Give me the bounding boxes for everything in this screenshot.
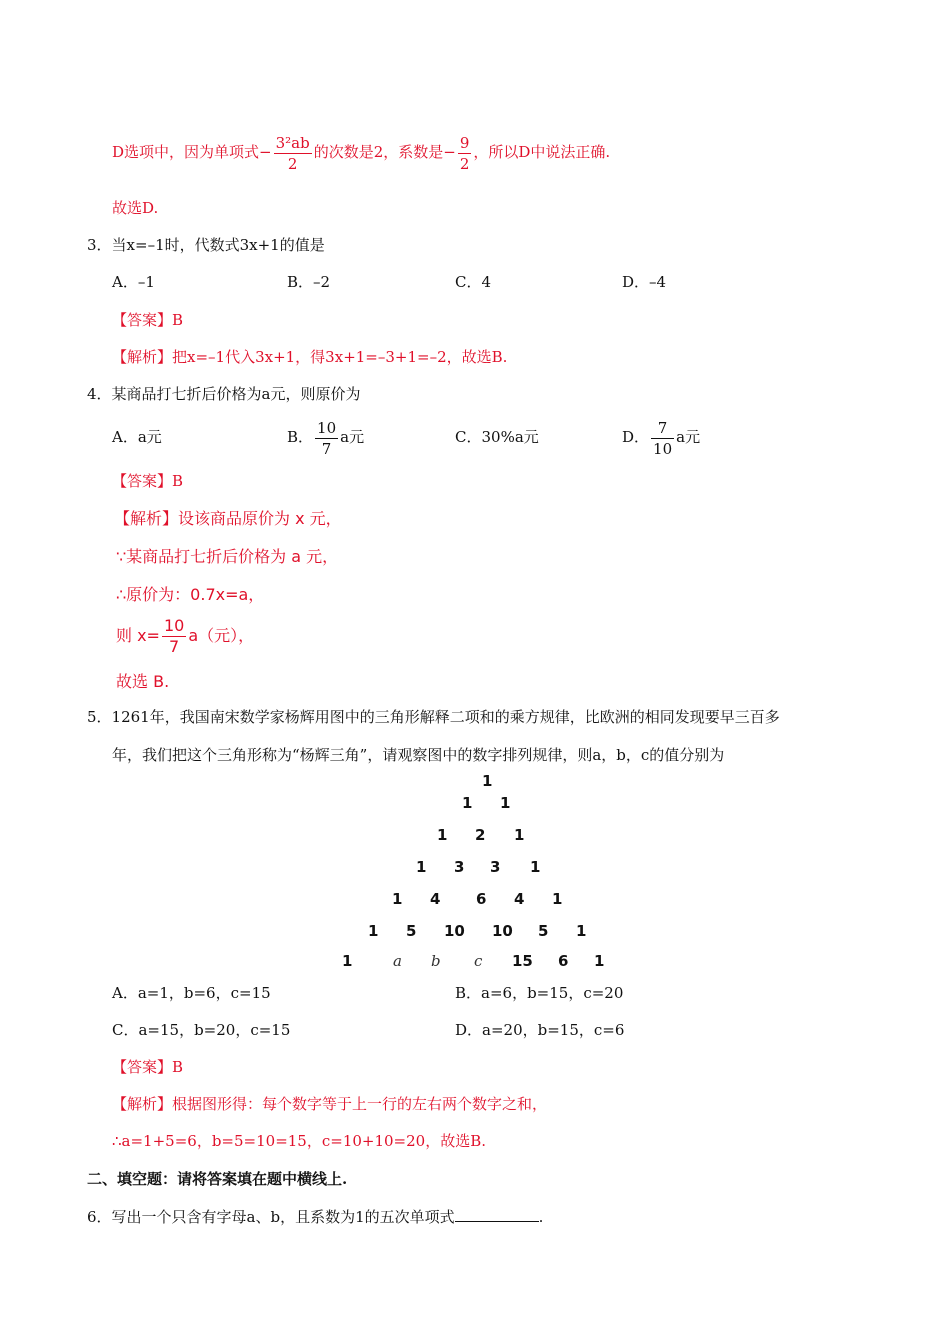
triangle-number: 1 [368, 922, 379, 940]
q5-option-c: C．a=15，b=20，c=15 [112, 1021, 291, 1039]
q5-option-a: A．a=1，b=6，c=15 [112, 984, 271, 1002]
section-heading-fill-in: 二、填空题：请将答案填在题中横线上. [87, 1170, 348, 1188]
option-tail: a元 [676, 428, 701, 446]
q5-option-b: B．a=6，b=15，c=20 [455, 984, 624, 1002]
triangle-number: 1 [514, 826, 525, 844]
triangle-number: 3 [490, 858, 501, 876]
triangle-number: 1 [392, 890, 403, 908]
triangle-number: 1 [462, 794, 473, 812]
fraction-denominator: 7 [321, 439, 332, 458]
fraction-numerator: 10 [317, 418, 337, 437]
q2-d-text-c: ，所以D中说法正确. [473, 143, 611, 161]
q3-option-b: B．–2 [287, 273, 331, 291]
triangle-unknown-c: c [474, 952, 483, 970]
answer-blank[interactable] [455, 1207, 539, 1222]
q2-d-text-a: D选项中，因为单项式 [112, 143, 260, 161]
triangle-number: 10 [444, 922, 465, 940]
fraction-denominator: 2 [287, 154, 298, 173]
q3-option-a: A．–1 [112, 273, 155, 291]
triangle-number: 1 [530, 858, 541, 876]
q5-stem-line2: 年，我们把这个三角形称为“杨辉三角”，请观察图中的数字排列规律，则a，b，c的值分别为 [112, 746, 725, 764]
q6-stem [87, 1207, 543, 1227]
q4-analysis-5: 故选 B. [116, 672, 170, 691]
q4-analysis-3: ∴原价为：0.7x=a， [116, 585, 265, 604]
triangle-number: 1 [552, 890, 563, 908]
q5-answer: 【答案】B [112, 1058, 184, 1076]
fraction-monomial [274, 133, 312, 174]
q4-answer: 【答案】B [112, 472, 184, 490]
triangle-number: 3 [454, 858, 465, 876]
fraction [162, 616, 186, 657]
fraction [651, 418, 674, 459]
q3-option-d: D．–4 [622, 273, 667, 291]
q2-conclusion: 故选D. [112, 199, 159, 217]
fraction-numerator: 10 [163, 616, 185, 635]
fraction-denominator: 10 [653, 439, 673, 458]
triangle-number: 15 [512, 952, 533, 970]
q4-option-a: A．a元 [112, 428, 162, 446]
fraction-numerator: 9 [459, 133, 470, 152]
triangle-number: 1 [437, 826, 448, 844]
q5-stem-line1: 5．1261年，我国南宋数学家杨辉用图中的三角形解释二项和的乘方规律，比欧洲的相同发现要早三百多 [87, 708, 780, 726]
fraction-denominator: 7 [169, 637, 180, 656]
q6-stem-tail: . [538, 1208, 544, 1226]
q4-option-b [287, 415, 364, 459]
triangle-number: 4 [430, 890, 441, 908]
q2-d-explanation [112, 130, 610, 174]
triangle-number: 1 [342, 952, 353, 970]
q3-option-c: C．4 [455, 273, 492, 291]
triangle-number: 1 [482, 772, 493, 790]
q4-analysis-1: 【解析】设该商品原价为 x 元， [114, 509, 342, 528]
option-label: B． [287, 428, 314, 446]
triangle-number: 4 [514, 890, 525, 908]
fraction-coefficient [458, 133, 472, 174]
analysis-text: 则 x= [116, 626, 160, 645]
triangle-unknown-b: b [431, 952, 441, 970]
q5-analysis-1: 【解析】根据图形得：每个数字等于上一行的左右两个数字之和， [112, 1095, 548, 1113]
q4-option-c: C．30%a元 [455, 428, 539, 446]
triangle-number: 1 [594, 952, 605, 970]
q4-option-d [622, 415, 700, 459]
triangle-number: 6 [476, 890, 487, 908]
triangle-unknown-a: a [393, 952, 402, 970]
minus-sign: − [259, 143, 272, 161]
fraction [315, 418, 338, 459]
q2-d-text-b: 的次数是2，系数是 [313, 143, 444, 161]
q5-option-d: D．a=20，b=15，c=6 [455, 1021, 625, 1039]
analysis-text: a（元）， [188, 626, 255, 645]
triangle-number: 10 [492, 922, 513, 940]
q3-analysis: 【解析】把x=–1代入3x+1，得3x+1=–3+1=–2，故选B. [112, 348, 508, 366]
triangle-number: 2 [475, 826, 486, 844]
minus-sign: − [443, 143, 456, 161]
fraction-numerator: 7 [651, 418, 674, 439]
triangle-number: 5 [406, 922, 417, 940]
option-tail: a元 [340, 428, 365, 446]
q6-stem-text: 6．写出一个只含有字母a、b，且系数为1的五次单项式 [87, 1208, 455, 1226]
triangle-number: 6 [558, 952, 569, 970]
q3-answer: 【答案】B [112, 311, 184, 329]
fraction-denominator: 2 [459, 154, 470, 173]
triangle-number: 1 [576, 922, 587, 940]
q5-analysis-2: ∴a=1+5=6，b=5=10=15，c=10+10=20，故选B. [112, 1132, 487, 1150]
fraction-numerator: 3²ab [275, 133, 310, 152]
q3-stem: 3．当x=–1时，代数式3x+1的值是 [87, 236, 325, 254]
q4-stem: 4．某商品打七折后价格为a元，则原价为 [87, 385, 361, 403]
yang-hui-triangle-figure [334, 772, 610, 972]
triangle-number: 1 [416, 858, 427, 876]
triangle-number: 5 [538, 922, 549, 940]
option-label: D． [622, 428, 650, 446]
q4-analysis-4 [116, 614, 254, 658]
q4-analysis-2: ∵某商品打七折后价格为 a 元， [116, 547, 339, 566]
triangle-number: 1 [500, 794, 511, 812]
